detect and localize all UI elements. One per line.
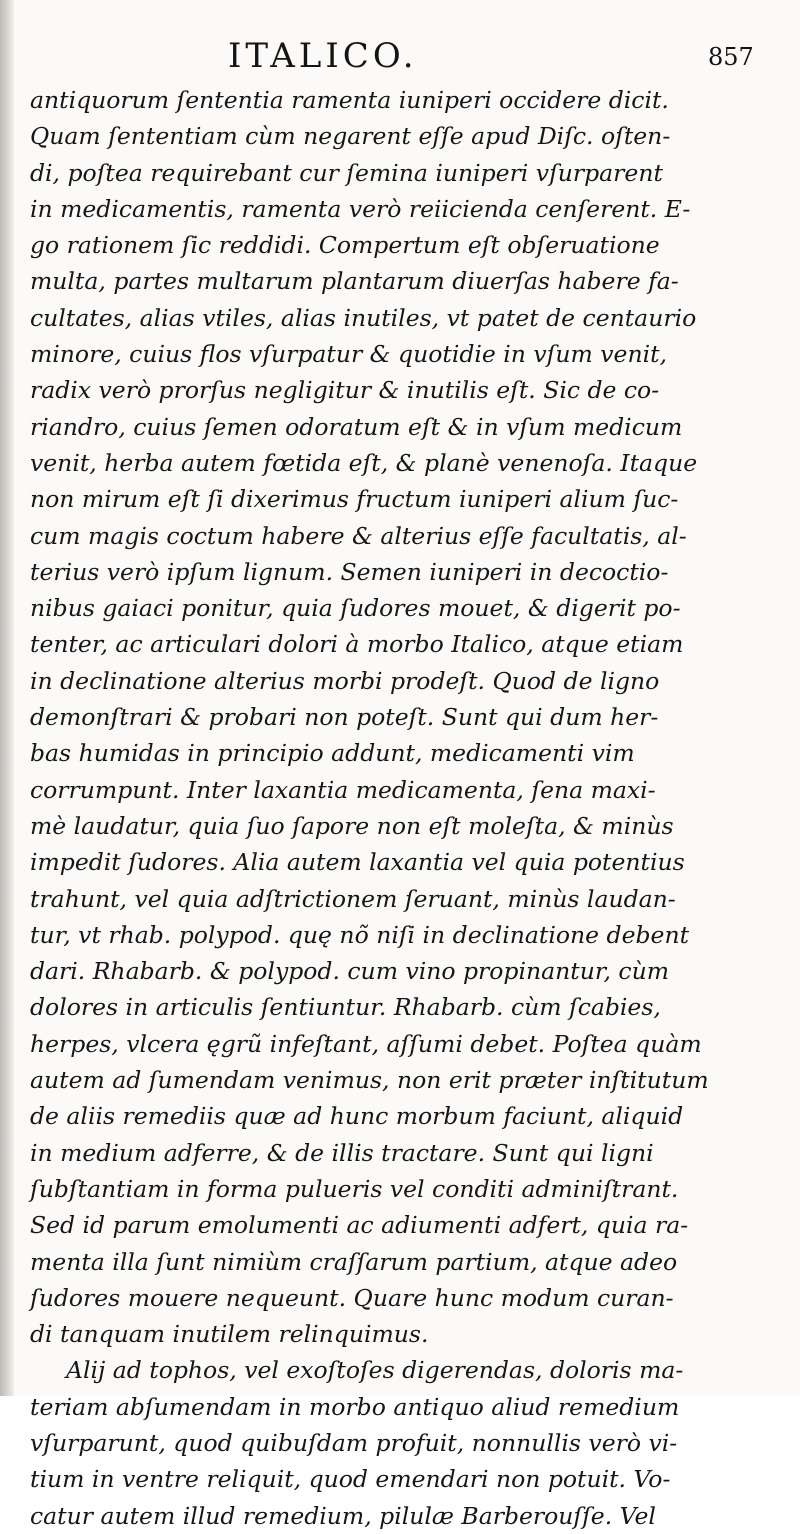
text-line: demonſtrari & probari non poteſt. Sunt qui dum her-	[30, 703, 659, 732]
text-line: ſudores mouere nequeunt. Quare hunc modum curan-	[30, 1283, 674, 1312]
text-line: mè laudatur, quia ſuo ſapore non eſt moleſta, & minùs	[30, 811, 674, 840]
running-title: ITALICO.	[228, 36, 418, 76]
text-line: de aliis remediis quæ ad hunc morbum faciunt, aliquid	[30, 1102, 684, 1131]
text-line: teriam abſumendam in morbo antiquo aliud remedium	[30, 1392, 680, 1421]
text-line: menta illa ſunt nimiùm craſſarum partium, atque adeo	[30, 1247, 678, 1276]
text-line: herpes, vlcera ęgrũ infeſtant, aſſumi debet. Poſtea quàm	[30, 1029, 702, 1058]
text-line: in declinatione alterius morbi prodeſt. Quod de ligno	[30, 666, 660, 695]
text-line: bas humidas in principio addunt, medicamenti vim	[30, 739, 635, 768]
paragraph	[30, 1352, 684, 1533]
text-line: go rationem ſic reddidi. Compertum eſt obſeruatione	[30, 231, 660, 260]
text-line: terius verò ipſum lignum. Semen iuniperi in decoctio-	[30, 557, 669, 586]
text-line: di tanquam inutilem relinquimus.	[30, 1320, 429, 1349]
text-line: dolores in articulis ſentiuntur. Rhabarb. cùm ſcabies,	[30, 993, 661, 1022]
text-line: venit, herba autem fœtida eſt, & planè venenoſa. Itaque	[30, 448, 698, 477]
text-line: in medicamentis, ramenta verò reiicienda cenſerent. E-	[30, 194, 691, 223]
text-line: Sed id parum emolumenti ac adiumenti adfert, quia ra-	[30, 1211, 689, 1240]
text-line: trahunt, vel quia adſtrictionem ſeruant, minùs laudan-	[30, 884, 676, 913]
text-line: ſubſtantiam in forma pulueris vel conditi adminiſtrant.	[30, 1174, 679, 1203]
text-line: cultates, alias vtiles, alias inutiles, vt patet de centaurio	[30, 303, 697, 332]
text-line: impedit ſudores. Alia autem laxantia vel quia potentius	[30, 848, 685, 877]
text-line: minore, cuius flos vſurpatur & quotidie in vſum venit,	[30, 340, 668, 369]
text-line: Quam ſententiam cùm negarent eſſe apud Diſc. oſten-	[30, 122, 671, 151]
text-line: tur, vt rhab. polypod. quę nõ niſi in declinatione debent	[30, 920, 690, 949]
text-line: vſurparunt, quod quibuſdam profuit, nonnullis verò vi-	[30, 1428, 678, 1457]
text-line: radix verò prorſus negligitur & inutilis eſt. Sic de co-	[30, 376, 660, 405]
text-line: autem ad ſumendam venimus, non erit præter inſtitutum	[30, 1066, 709, 1095]
text-line: non mirum eſt ſi dixerimus fructum iuniperi alium ſuc-	[30, 485, 679, 514]
text-line: tenter, ac articulari dolori à morbo Italico, atque etiam	[30, 630, 684, 659]
page-number: 857	[708, 43, 754, 71]
text-line: multa, partes multarum plantarum diuerſas habere fa-	[30, 267, 679, 296]
main-text	[30, 82, 709, 1534]
text-line: tium in ventre reliquit, quod emendari non potuit. Vo-	[30, 1465, 671, 1494]
text-line: nibus gaiaci ponitur, quia ſudores mouet, & digerit po-	[30, 594, 681, 623]
gutter-shadow	[0, 0, 14, 1396]
paragraph	[30, 82, 709, 1352]
text-line: cum magis coctum habere & alterius eſſe facultatis, al-	[30, 521, 687, 550]
text-line: Alij ad tophos, vel exoſtoſes digerendas, doloris ma-	[66, 1356, 684, 1385]
text-line: di, poſtea requirebant cur ſemina iuniperi vſurparent	[30, 158, 663, 187]
text-line: catur autem illud remedium, pilulæ Barberouſſe. Vel	[30, 1501, 656, 1530]
text-line: in medium adferre, & de illis tractare. Sunt qui ligni	[30, 1138, 654, 1167]
text-line: antiquorum ſententia ramenta iuniperi occidere dicit.	[30, 86, 669, 114]
text-line: riandro, cuius ſemen odoratum eſt & in vſum medicum	[30, 412, 683, 441]
text-line: dari. Rhabarb. & polypod. cum vino propinantur, cùm	[30, 957, 670, 986]
text-line: corrumpunt. Inter laxantia medicamenta, ſena maxi-	[30, 775, 656, 804]
page-header	[0, 36, 800, 76]
